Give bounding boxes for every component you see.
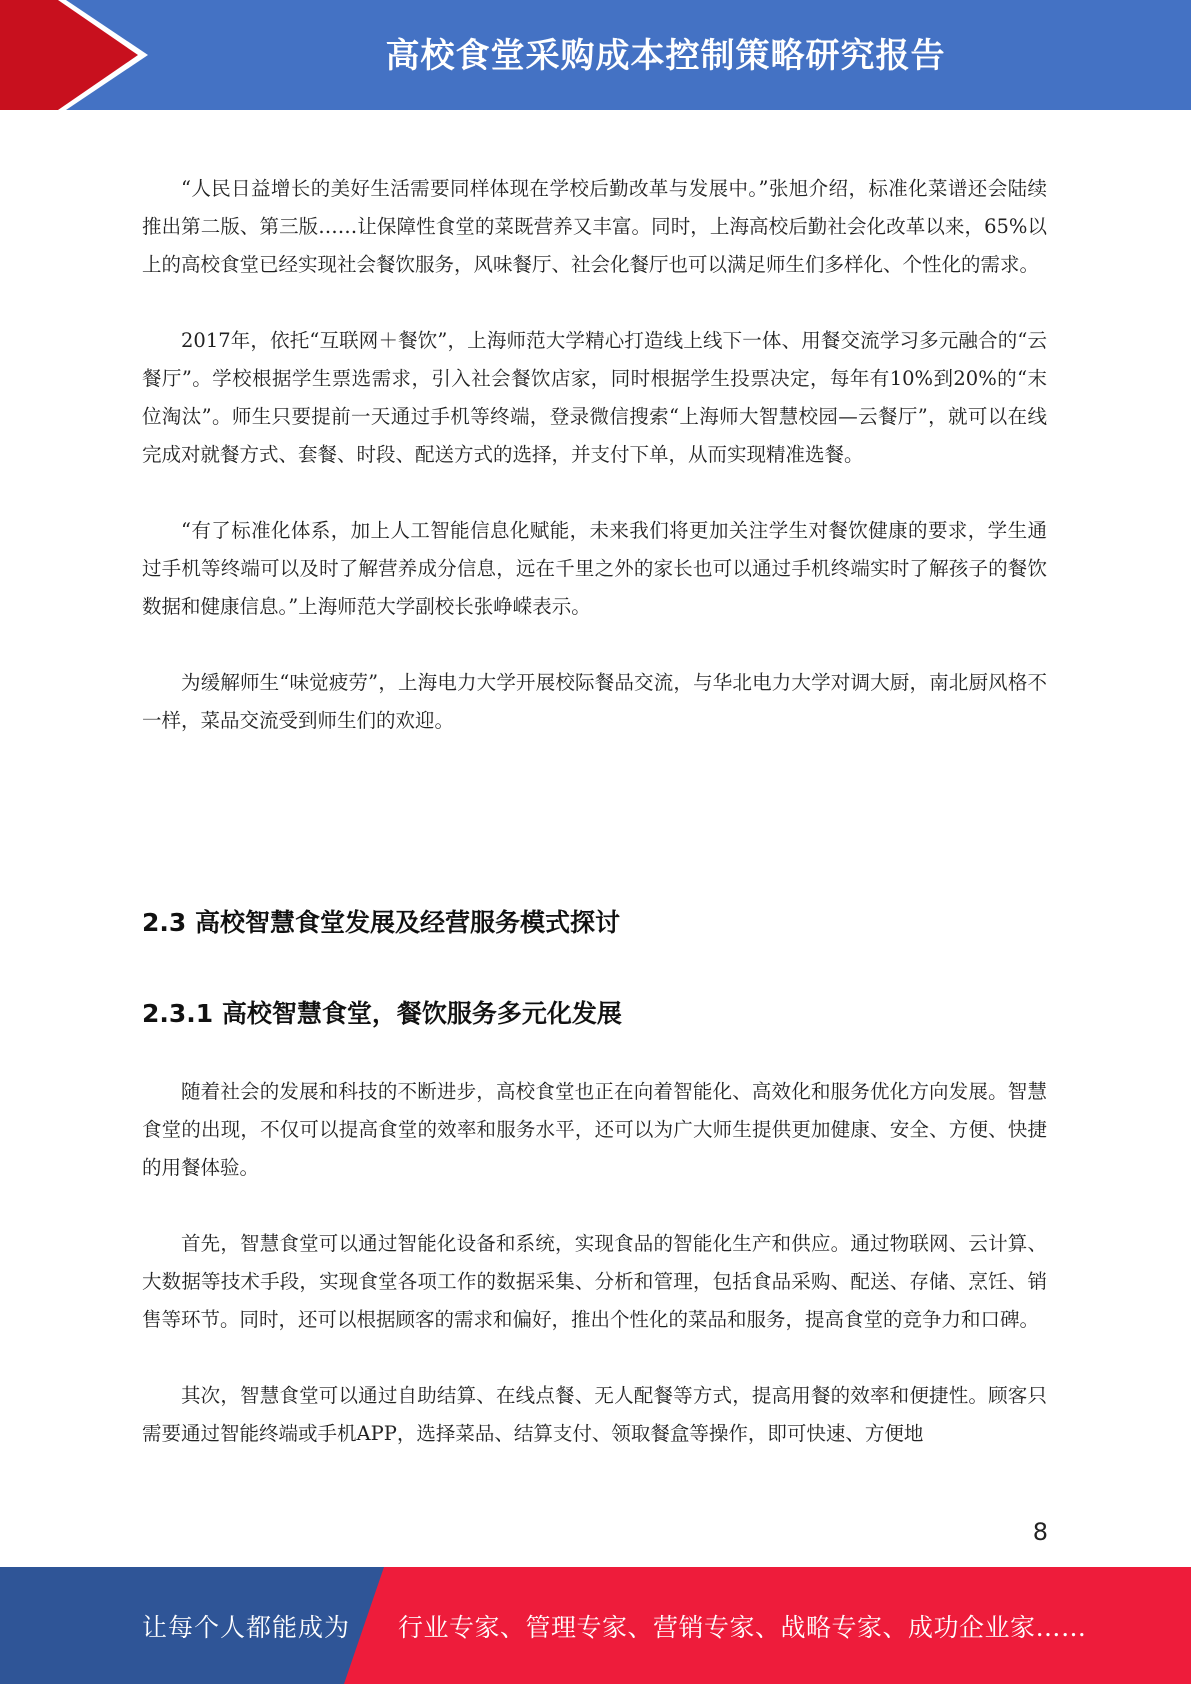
footer-slogan-right: 行业专家、管理专家、营销专家、战略专家、成功企业家…… bbox=[398, 1612, 1087, 1642]
paragraph: 随着社会的发展和科技的不断进步，高校食堂也正在向着智能化、高效化和服务优化方向发展。智慧食堂的出现，不仅可以提高食堂的效率和服务水平，还可以为广大师生提供更加健康、安全、方便、快捷的用餐体验。 bbox=[142, 1080, 1047, 1179]
body-top bbox=[142, 170, 1047, 740]
page-header bbox=[0, 0, 1191, 110]
paragraph: 其次，智慧食堂可以通过自助结算、在线点餐、无人配餐等方式，提高用餐的效率和便捷性。顾客只需要通过智能终端或手机APP，选择菜品、结算支付、领取餐盒等操作，即可快速、方便地 bbox=[142, 1384, 1047, 1445]
report-title: 高校食堂采购成本控制策略研究报告 bbox=[385, 35, 946, 76]
paragraph: “有了标准化体系，加上人工智能信息化赋能，未来我们将更加关注学生对餐饮健康的要求，学生通过手机等终端可以及时了解营养成分信息，远在千里之外的家长也可以通过手机终端实时了解孩子的餐饮数据和健康信息。”上海师范大学副校长张峥嵘表示。 bbox=[142, 519, 1047, 618]
footer-slogan-left: 让每个人都能成为 bbox=[142, 1612, 351, 1642]
paragraph: 为缓解师生“味觉疲劳”，上海电力大学开展校际餐品交流，与华北电力大学对调大厨，南北厨风格不一样，菜品交流受到师生们的欢迎。 bbox=[142, 671, 1047, 732]
paragraph: “人民日益增长的美好生活需要同样体现在学校后勤改革与发展中。”张旭介绍，标准化菜谱还会陆续推出第二版、第三版……让保障性食堂的菜既营养又丰富。同时，上海高校后勤社会化改革以来，65%以上的高校食堂已经实现社会餐饮服务，风味餐厅、社会化餐厅也可以满足师生们多样化、个性化的需求。 bbox=[142, 177, 1047, 276]
paragraph: 2017年，依托“互联网＋餐饮”，上海师范大学精心打造线上线下一体、用餐交流学习多元融合的“云餐厅”。学校根据学生票选需求，引入社会餐饮店家，同时根据学生投票决定，每年有10%到20%的“末位淘汰”。师生只要提前一天通过手机等终端，登录微信搜索“上海师大智慧校园—云餐厅”，就可以在线完成对就餐方式、套餐、时段、配送方式的选择，并支付下单，从而实现精准选餐。 bbox=[142, 329, 1047, 466]
body-bottom bbox=[142, 1073, 1047, 1453]
section-heading: 2.3 高校智慧食堂发展及经营服务模式探讨 bbox=[142, 908, 620, 937]
page-footer bbox=[0, 1567, 1191, 1684]
paragraph: 首先，智慧食堂可以通过智能化设备和系统，实现食品的智能化生产和供应。通过物联网、云计算、大数据等技术手段，实现食堂各项工作的数据采集、分析和管理，包括食品采购、配送、存储、烹饪、销售等环节。同时，还可以根据顾客的需求和偏好，推出个性化的菜品和服务，提高食堂的竞争力和口碑。 bbox=[142, 1232, 1047, 1331]
subsection-heading: 2.3.1 高校智慧食堂，餐饮服务多元化发展 bbox=[142, 999, 622, 1028]
page-number: 8 bbox=[1032, 1518, 1048, 1546]
